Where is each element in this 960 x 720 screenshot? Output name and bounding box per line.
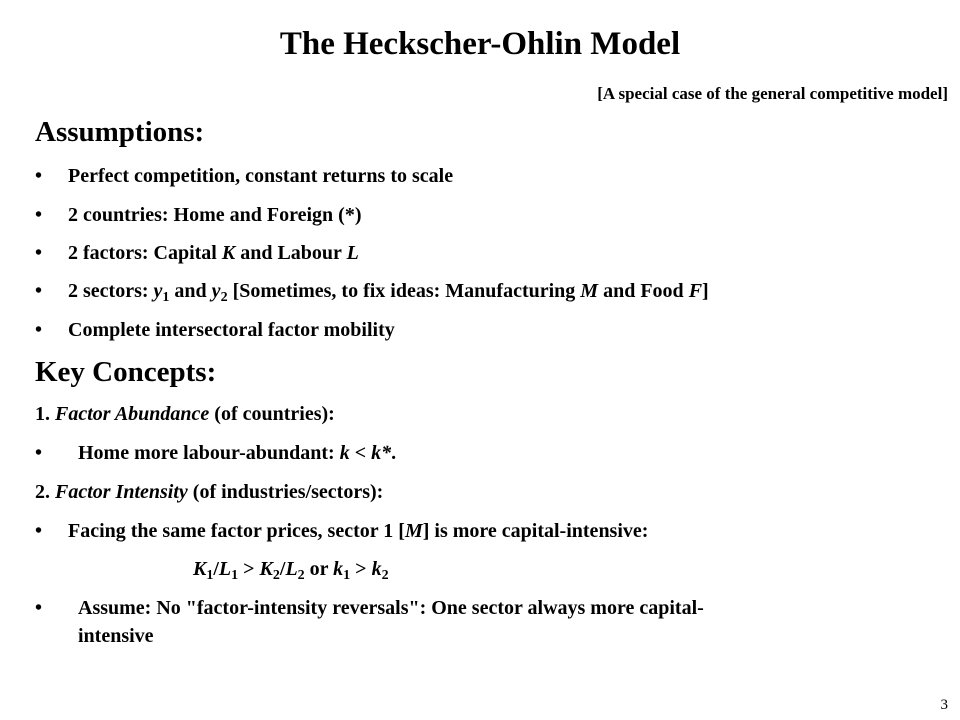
bullet-icon: • — [35, 280, 43, 302]
assumption-text: 2 countries: Home and Foreign (*) — [68, 204, 362, 226]
concept-2-text: Facing the same factor prices, sector 1 [M] is more capital-intensive: — [68, 520, 649, 542]
assume-text-line1: Assume: No "factor-intensity reversals": One sector always more capital- — [78, 597, 704, 619]
assumption-text: Complete intersectoral factor mobility — [68, 319, 395, 341]
assume-text-line2: intensive — [78, 625, 154, 647]
page-number: 3 — [940, 697, 948, 713]
bullet-icon: • — [35, 442, 43, 464]
bullet-icon: • — [35, 204, 43, 226]
bullet-icon: • — [35, 319, 43, 341]
assumption-text: 2 sectors: $y_1$ and $y_2$ [Sometimes, to fix ideas: Manufacturing M and Food F] — [68, 280, 709, 306]
slide-title: The Heckscher-Ohlin Model — [279, 26, 681, 62]
concept-1-text: Home more labour-abundant: k < k*. — [78, 442, 397, 464]
key-concepts-heading: Key Concepts: — [35, 356, 217, 388]
bullet-icon: • — [35, 242, 43, 264]
intensity-formula: $K_1/L_1 > K_2/L_2$ or $k_1 > k_2$ — [193, 558, 389, 584]
assumption-text: 2 factors: Capital K and Labour L — [68, 242, 359, 264]
bullet-icon: • — [35, 520, 43, 542]
assumption-text: Perfect competition, constant returns to scale — [68, 165, 454, 187]
concept-2-label: 2. Factor Intensity (of industries/sectors): — [35, 481, 384, 503]
slide-subtitle: [A special case of the general competitive model] — [597, 84, 948, 103]
bullet-icon: • — [35, 165, 43, 187]
assumptions-heading: Assumptions: — [35, 116, 205, 148]
concept-1-label: 1. Factor Abundance (of countries): — [35, 403, 335, 425]
bullet-icon: • — [35, 597, 43, 619]
